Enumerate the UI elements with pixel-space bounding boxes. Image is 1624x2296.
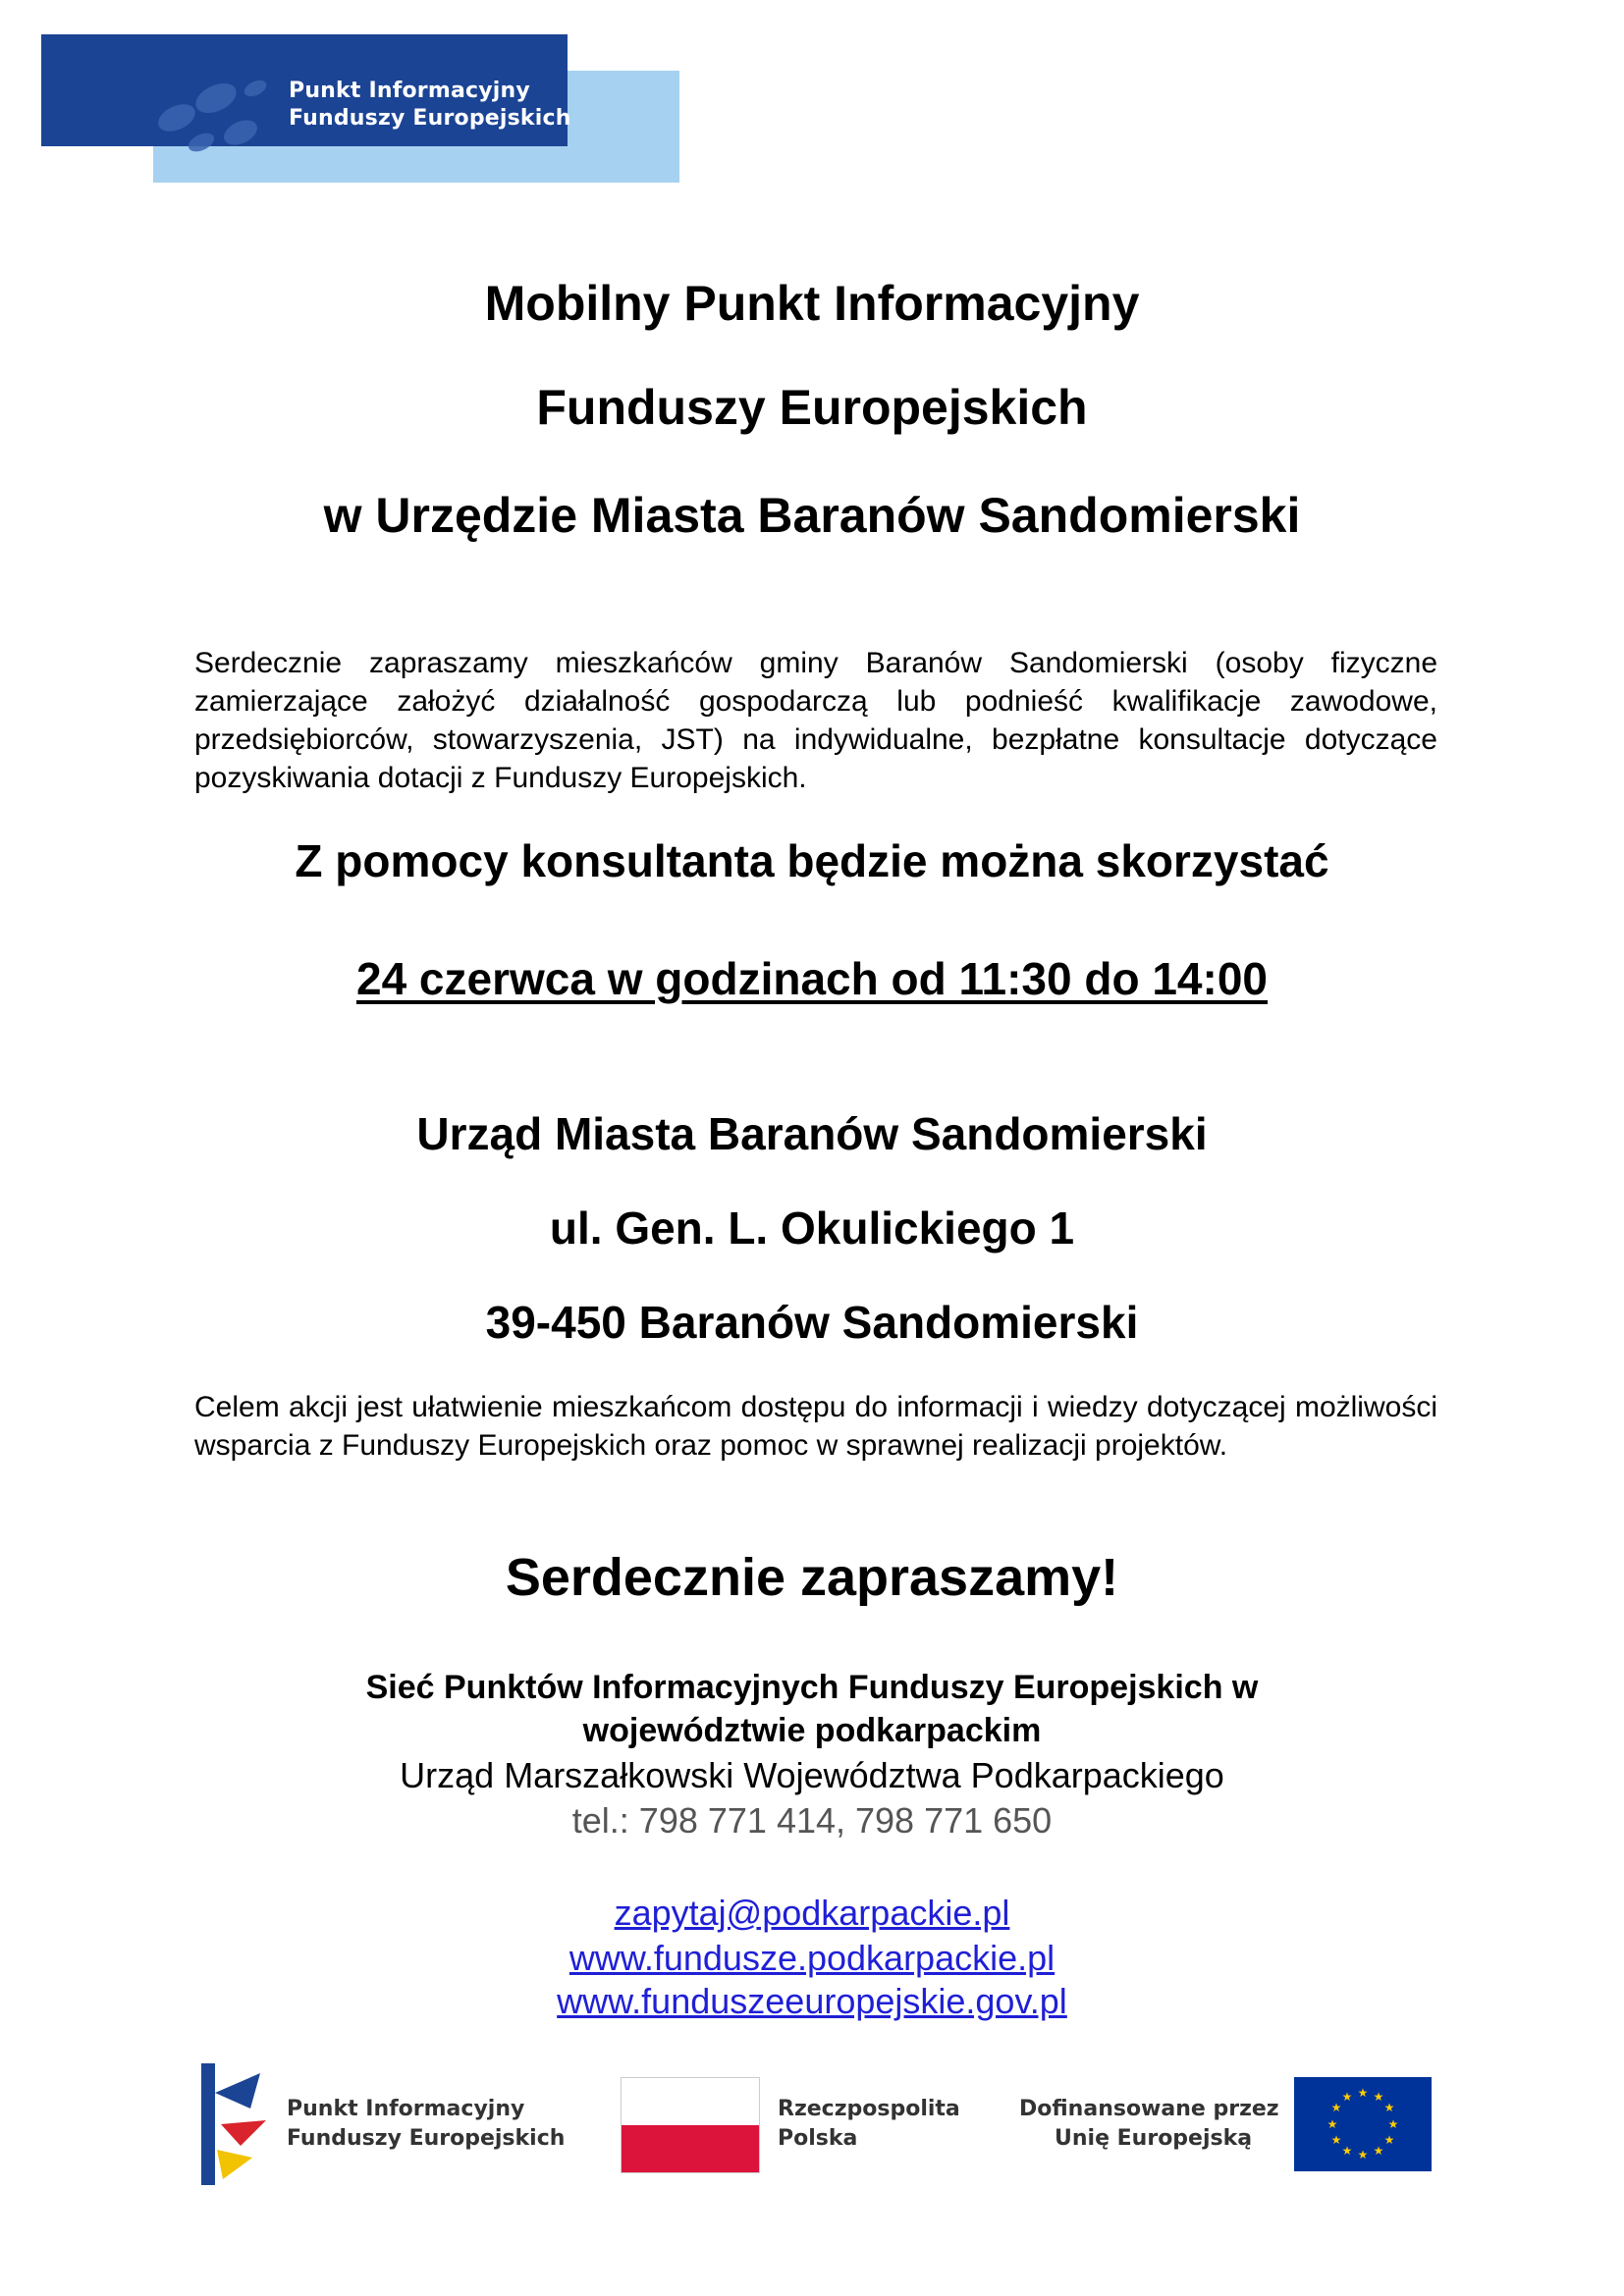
- purpose-paragraph: Celem akcji jest ułatwienie mieszkańcom dostępu do informacji i wiedzy dotyczącej możliwości wsparcia z Funduszy Europejskich oraz pomoc w sprawnej realizacji projektów.: [194, 1391, 1437, 1462]
- svg-text:★: ★: [1357, 2148, 1369, 2162]
- website-link-gov[interactable]: www.funduszeeuropejskie.gov.pl: [557, 1981, 1067, 2021]
- svg-text:★: ★: [1357, 2086, 1369, 2100]
- address-line2: ul. Gen. L. Okulickiego 1: [549, 1202, 1075, 1254]
- eu-flag-icon: [1294, 2077, 1432, 2171]
- address-line1: Urząd Miasta Baranów Sandomierski: [416, 1108, 1208, 1159]
- intro-paragraph: Serdecznie zapraszamy mieszkańców gminy Baranów Sandomierski (osoby fizyczne zamierzające założyć działalność gospodarczą lub podnieść kwalifikacje zawodowe, przedsiębiorców, stowarzyszenia, JST) na indywidualne, bezpłatne konsultacje dotyczące pozyskiwania dotacji z Funduszy Europejskich.: [194, 647, 1437, 794]
- stars-pattern-icon: [147, 59, 275, 157]
- title-line2: Funduszy Europejskich: [536, 380, 1088, 435]
- rp-logo-line2: Polska: [778, 2126, 858, 2151]
- eu-logo-line2: Unię Europejską: [1055, 2126, 1253, 2151]
- logo-title-line1: Punkt Informacyjny: [289, 79, 530, 103]
- address-line3: 39-450 Baranów Sandomierski: [485, 1297, 1139, 1348]
- svg-text:★: ★: [1387, 2117, 1399, 2131]
- svg-text:★: ★: [1383, 2133, 1395, 2147]
- rp-logo-line1: Rzeczpospolita: [778, 2097, 960, 2121]
- svg-text:★: ★: [1341, 2144, 1353, 2158]
- logo-title-line2: Funduszy Europejskich: [289, 106, 571, 131]
- svg-text:★: ★: [1383, 2101, 1395, 2114]
- polish-flag-icon: [621, 2077, 760, 2173]
- network-line2: województwie podkarpackim: [582, 1712, 1042, 1749]
- pife-logo-line2: Funduszy Europejskich: [287, 2126, 566, 2151]
- pife-logo-line1: Punkt Informacyjny: [287, 2097, 525, 2121]
- email-link[interactable]: zapytaj@podkarpackie.pl: [614, 1893, 1010, 1933]
- title-line3: w Urzędzie Miasta Baranów Sandomierski: [323, 488, 1301, 543]
- svg-text:★: ★: [1330, 2101, 1342, 2114]
- consultant-heading: Z pomocy konsultanta będzie można skorzystać: [295, 835, 1329, 886]
- date-line: 24 czerwca w godzinach od 11:30 do 14:00: [355, 953, 1269, 1004]
- website-link-podkarpackie[interactable]: www.fundusze.podkarpackie.pl: [568, 1938, 1056, 1978]
- svg-text:★: ★: [1373, 2144, 1384, 2158]
- office-name: Urząd Marszałkowski Województwa Podkarpackiego: [400, 1755, 1224, 1795]
- network-line1: Sieć Punktów Informacyjnych Funduszy Europejskich w: [365, 1669, 1259, 1706]
- header-logo: [0, 0, 1624, 196]
- svg-text:★: ★: [1326, 2117, 1338, 2131]
- pife-star-icon: [201, 2063, 280, 2185]
- svg-text:★: ★: [1330, 2133, 1342, 2147]
- title-line1: Mobilny Punkt Informacyjny: [484, 276, 1140, 331]
- phone-numbers: tel.: 798 771 414, 798 771 650: [571, 1800, 1053, 1841]
- svg-text:★: ★: [1373, 2090, 1384, 2104]
- svg-text:★: ★: [1341, 2090, 1353, 2104]
- eu-logo-line1: Dofinansowane przez: [1019, 2097, 1279, 2121]
- invite-heading: Serdecznie zapraszamy!: [505, 1548, 1119, 1607]
